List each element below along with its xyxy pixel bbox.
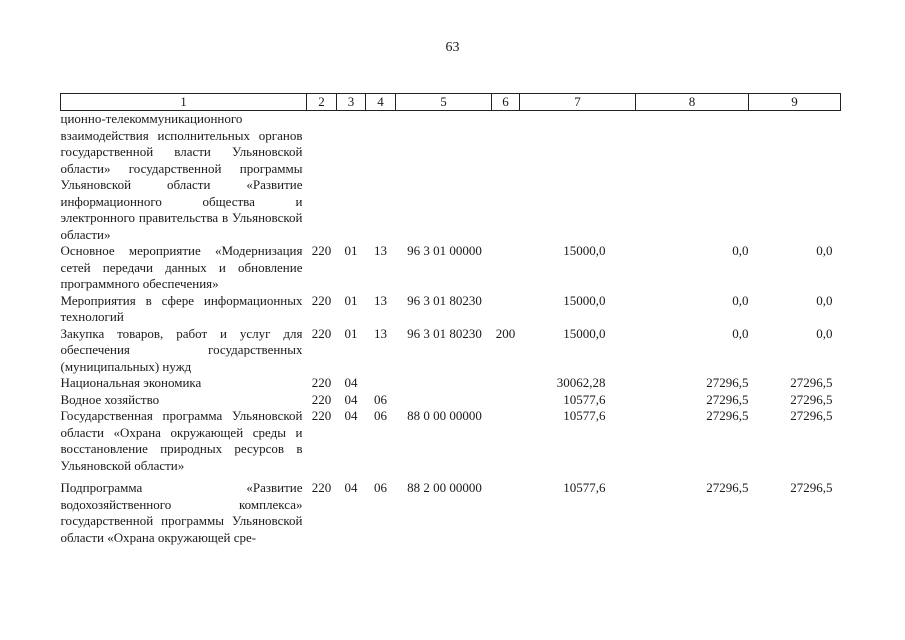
row-year3: 27296,5	[790, 408, 833, 423]
table-body	[61, 111, 841, 547]
table-row	[61, 474, 841, 546]
budget-table	[60, 93, 841, 546]
header-col-9: 9	[749, 94, 841, 111]
row-grbs: 220	[311, 243, 332, 258]
row-year3: 0,0	[816, 325, 833, 341]
header-col-1: 1	[61, 94, 307, 111]
table-row	[61, 408, 841, 474]
row-year1: 10577,6	[563, 408, 606, 423]
row-csr: 96 3 01 80230	[407, 325, 482, 341]
table-row	[61, 243, 841, 293]
row-year2: 0,0	[732, 243, 749, 258]
row-csr: 88 2 00 00000	[407, 480, 482, 495]
row-name: Государственная программа Ульяновской области «Охрана окружающей среды и восстановление природных ресурсов в Ульяновской области»	[60, 408, 303, 473]
header-col-7: 7	[520, 94, 636, 111]
row-pr: 13	[374, 292, 387, 308]
row-vr	[492, 243, 520, 293]
row-csr	[396, 375, 492, 392]
row-rz: 04	[344, 391, 358, 407]
page-number: 63	[445, 40, 460, 55]
row-vr	[492, 293, 520, 326]
row-vr: 200	[495, 325, 516, 341]
row-name: Национальная экономика	[60, 375, 202, 390]
row-grbs: 220	[311, 292, 332, 308]
row-year2: 27296,5	[706, 391, 749, 407]
row-year3: 27296,5	[790, 480, 833, 495]
row-name: ционно-телекоммуникационного взаимодействия исполнительных органов государственной власти Ульяновской области» государственной программы Ульяновской области «Развитие информационного общества и электронного правительства в Ульяновской области»	[60, 111, 303, 242]
row-csr: 96 3 01 00000	[407, 243, 482, 258]
table-row	[61, 392, 841, 409]
row-year3: 27296,5	[790, 375, 833, 390]
row-pr: 06	[374, 480, 387, 495]
row-pr: 13	[374, 325, 387, 341]
table-header	[61, 94, 841, 111]
row-vr	[492, 392, 520, 409]
header-col-2: 2	[307, 94, 337, 111]
row-rz: 04	[344, 408, 358, 423]
table-row	[61, 375, 841, 392]
row-grbs: 220	[311, 480, 332, 495]
row-rz: 04	[344, 480, 358, 495]
row-rz: 01	[344, 292, 358, 308]
row-year2: 27296,5	[706, 375, 749, 390]
row-csr	[396, 111, 492, 244]
header-col-8: 8	[636, 94, 749, 111]
row-year3: 0,0	[816, 292, 833, 308]
row-year1: 15000,0	[563, 292, 606, 308]
row-vr	[492, 111, 520, 244]
row-year1: 15000,0	[563, 325, 606, 341]
row-name: Водное хозяйство	[60, 391, 160, 407]
row-name: Мероприятия в сфере информационных технологий	[60, 292, 303, 324]
row-vr	[492, 375, 520, 392]
row-year3: 27296,5	[790, 391, 833, 407]
row-pr: 06	[374, 408, 387, 423]
row-rz	[337, 111, 366, 244]
row-year1	[520, 111, 636, 244]
row-year2	[636, 111, 749, 244]
header-col-3: 3	[337, 94, 366, 111]
row-year2: 0,0	[732, 325, 749, 341]
row-year2: 27296,5	[706, 480, 749, 495]
table-row	[61, 111, 841, 244]
row-vr	[492, 474, 520, 546]
row-year3: 0,0	[816, 243, 833, 258]
header-col-6: 6	[492, 94, 520, 111]
row-csr: 96 3 01 80230	[407, 292, 482, 308]
table-row	[61, 293, 841, 326]
row-name: Закупка товаров, работ и услуг для обеспечения государственных (муниципальных) нужд	[60, 325, 303, 374]
row-rz: 01	[344, 325, 358, 341]
row-pr	[366, 375, 396, 392]
row-pr: 13	[374, 243, 387, 258]
row-vr	[492, 408, 520, 474]
row-name: Основное мероприятие «Модернизация сетей передачи данных и обновление программного обеспечения»	[60, 243, 303, 291]
row-year3	[749, 111, 841, 244]
row-year1: 10577,6	[563, 391, 606, 407]
row-rz: 04	[344, 375, 358, 390]
row-grbs: 220	[311, 408, 332, 423]
row-pr	[366, 111, 396, 244]
row-grbs: 220	[311, 325, 332, 341]
row-year1: 30062,28	[556, 375, 606, 390]
row-pr: 06	[374, 391, 387, 407]
row-grbs: 220	[311, 375, 332, 390]
row-year2: 27296,5	[706, 408, 749, 423]
row-rz: 01	[344, 243, 358, 258]
table-row	[61, 326, 841, 376]
row-grbs	[307, 111, 337, 244]
header-col-4: 4	[366, 94, 396, 111]
row-year1: 15000,0	[563, 243, 606, 258]
row-csr	[396, 392, 492, 409]
row-year1: 10577,6	[563, 480, 606, 495]
row-name: Подпрограмма «Развитие водохозяйственного комплекса» государственной программы Ульяновской области «Охрана окружающей сре-	[60, 480, 303, 545]
row-csr: 88 0 00 00000	[407, 408, 482, 423]
header-col-5: 5	[396, 94, 492, 111]
row-grbs: 220	[311, 391, 332, 407]
row-year2: 0,0	[732, 292, 749, 308]
